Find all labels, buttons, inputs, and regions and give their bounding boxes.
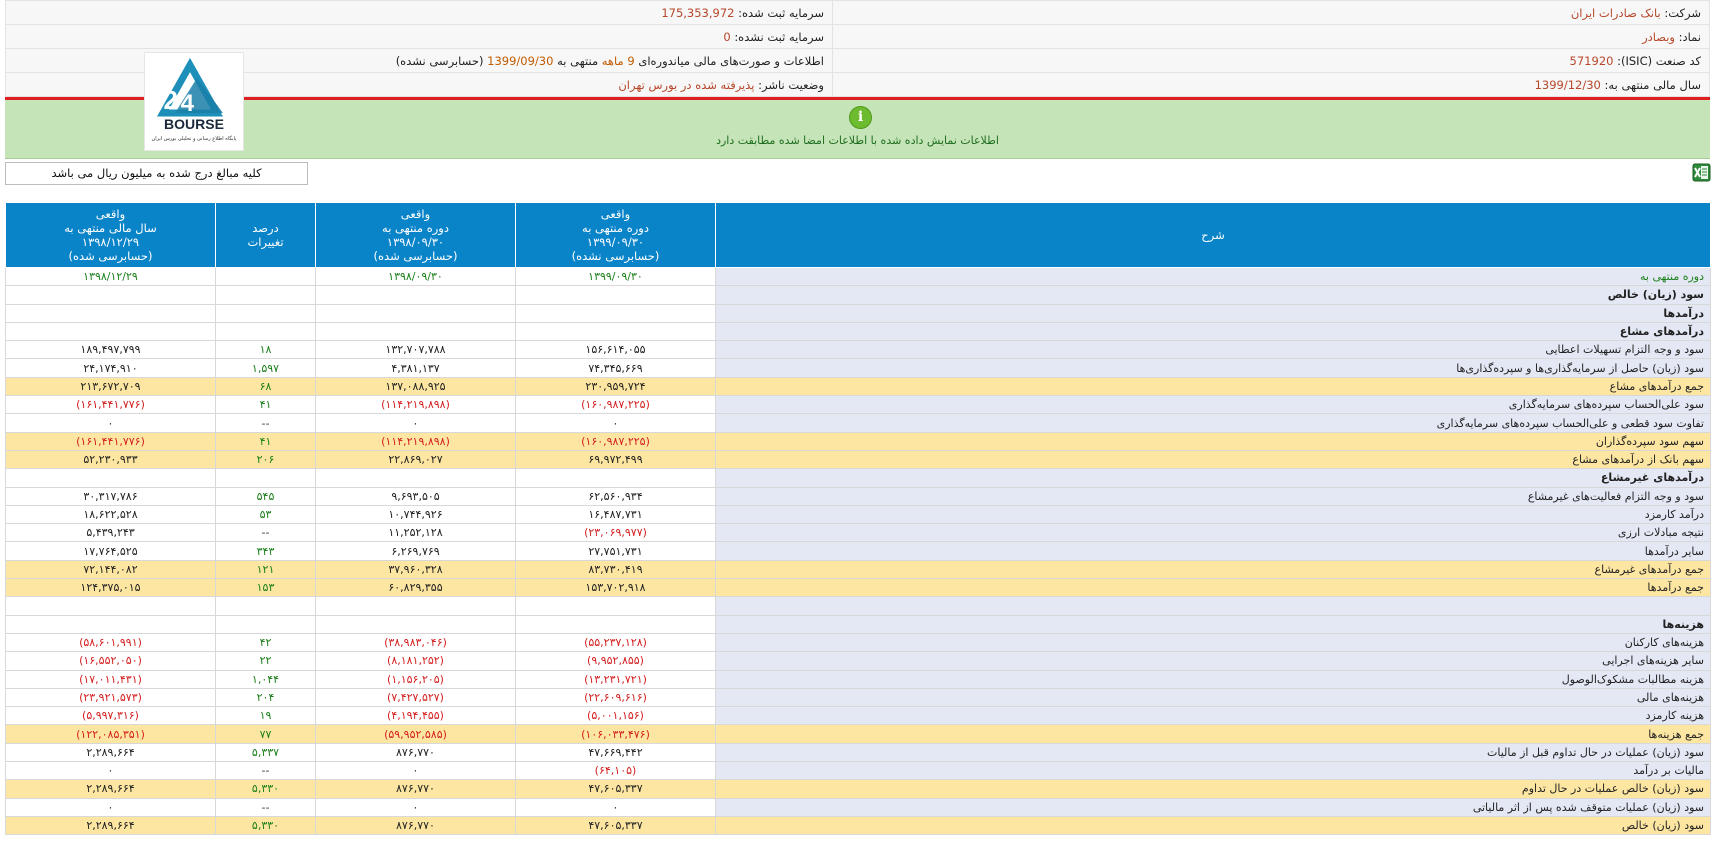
cell-c1: ۴۷,۶۶۹,۴۴۲ — [516, 743, 716, 761]
isic-value: 571920 — [1569, 53, 1614, 68]
cell-c1 — [516, 469, 716, 487]
svg-text:4: 4 — [180, 90, 194, 117]
row-description: هزینه‌ها — [716, 615, 1711, 633]
cell-c1: ۴۷,۶۰۵,۳۳۷ — [516, 780, 716, 798]
cell-c3: ۴۲ — [216, 633, 316, 651]
cell-c2 — [316, 304, 516, 322]
table-row — [6, 524, 1711, 542]
cell-c4: (۲۳,۹۲۱,۵۷۳) — [6, 688, 216, 706]
row-description: نتیجه مبادلات ارزی — [716, 524, 1711, 542]
table-row — [6, 597, 1711, 615]
cell-c2: ۱۱,۲۵۲,۱۲۸ — [316, 524, 516, 542]
cell-c4: (۱۶۱,۴۴۱,۷۷۶) — [6, 432, 216, 450]
cell-c2: (۱,۱۵۶,۲۰۵) — [316, 670, 516, 688]
cell-c4: (۱۲۲,۰۸۵,۳۵۱) — [6, 725, 216, 743]
report-date: 1399/09/30 — [487, 53, 554, 68]
cell-c1: ۲۳۰,۹۵۹,۷۲۴ — [516, 377, 716, 395]
table-row — [6, 579, 1711, 597]
row-description: دوره منتهی به — [716, 268, 1711, 286]
cell-c2: ۶,۲۶۹,۷۶۹ — [316, 542, 516, 560]
table-row — [6, 725, 1711, 743]
report-mid: منتهی به — [557, 53, 599, 68]
table-row — [6, 633, 1711, 651]
publisher-label: وضعیت ناشر: — [758, 77, 824, 92]
cell-c3: ۲۰۶ — [216, 450, 316, 468]
c1-h1: دوره منتهی به — [582, 221, 649, 235]
cell-c2 — [316, 615, 516, 633]
table-row — [6, 322, 1711, 340]
col-header-c3[interactable] — [216, 203, 316, 268]
cell-c4: (۵,۹۹۷,۳۱۶) — [6, 707, 216, 725]
table-row — [6, 396, 1711, 414]
cell-c3: ۱۵۳ — [216, 579, 316, 597]
info-row-symbol — [6, 25, 1710, 49]
cell-c3: ۵,۳۳۷ — [216, 743, 316, 761]
cell-c2: ۱۰,۷۴۴,۹۲۶ — [316, 505, 516, 523]
c2-h0: واقعی — [400, 207, 431, 221]
cell-c2: ۸۷۶,۷۷۰ — [316, 743, 516, 761]
cell-c3: ۶۸ — [216, 377, 316, 395]
cell-c2: (۳۸,۹۸۳,۰۴۶) — [316, 633, 516, 651]
table-row — [6, 652, 1711, 670]
c1-h0: واقعی — [600, 207, 631, 221]
symbol-value[interactable]: وبصادر — [1642, 29, 1675, 44]
cell-c3: ۱۸ — [216, 341, 316, 359]
row-description: مالیات بر درآمد — [716, 762, 1711, 780]
row-description: سود و وجه التزام تسهیلات اعطایی — [716, 341, 1711, 359]
isic-label: کد صنعت (ISIC): — [1617, 53, 1701, 68]
cell-c2: ۱۳۲,۷۰۷,۷۸۸ — [316, 341, 516, 359]
cell-c3: -- — [216, 762, 316, 780]
symbol-label: نماد: — [1678, 29, 1701, 44]
table-row — [6, 450, 1711, 468]
c1-h3: (حسابرسی نشده) — [571, 249, 660, 263]
row-description: هزینه‌های کارکنان — [716, 633, 1711, 651]
cell-c2: ۰ — [316, 414, 516, 432]
cell-c1: ۶۲,۵۶۰,۹۳۴ — [516, 487, 716, 505]
cell-c1: (۱۰۶,۰۳۳,۴۷۶) — [516, 725, 716, 743]
cell-c1 — [516, 286, 716, 304]
table-row — [6, 542, 1711, 560]
cell-c1: (۱۶۰,۹۸۷,۲۲۵) — [516, 432, 716, 450]
table-row — [6, 816, 1711, 834]
table-row — [6, 268, 1711, 286]
capital-value: 175,353,972 — [661, 5, 735, 20]
table-row — [6, 487, 1711, 505]
cell-c2: (۸,۱۸۱,۲۵۲) — [316, 652, 516, 670]
capital-cell — [6, 1, 833, 25]
c4-h0: واقعی — [95, 207, 126, 221]
company-label: شرکت: — [1664, 5, 1701, 20]
cell-c1: (۹,۹۵۲,۸۵۵) — [516, 652, 716, 670]
cell-c4: ۱۸,۶۲۲,۵۲۸ — [6, 505, 216, 523]
col-header-c2[interactable] — [316, 203, 516, 268]
table-row — [6, 304, 1711, 322]
cell-c4: (۱۶۱,۴۴۱,۷۷۶) — [6, 396, 216, 414]
cell-c4: ۱۷,۷۶۴,۵۲۵ — [6, 542, 216, 560]
cell-c4: ۵۲,۲۳۰,۹۳۳ — [6, 450, 216, 468]
cell-c1: (۵,۰۰۱,۱۵۶) — [516, 707, 716, 725]
row-description: درآمد کارمزد — [716, 505, 1711, 523]
cell-c4: ۱۲۴,۳۷۵,۰۱۵ — [6, 579, 216, 597]
cell-c3 — [216, 469, 316, 487]
cell-c3: ۵۴۵ — [216, 487, 316, 505]
report-prefix: اطلاعات و صورت‌های مالی میاندوره‌ای — [638, 53, 824, 68]
info-row-isic — [6, 49, 1710, 73]
cell-c2: ۹,۶۹۳,۵۰۵ — [316, 487, 516, 505]
cell-c1: (۲۳,۰۶۹,۹۷۷) — [516, 524, 716, 542]
company-cell — [833, 1, 1710, 25]
cell-c2: ۱۳۹۸/۰۹/۳۰ — [316, 268, 516, 286]
publisher-value: پذیرفته شده در بورس تهران — [618, 77, 755, 92]
cell-c4: ۳۰,۳۱۷,۷۸۶ — [6, 487, 216, 505]
cell-c3: ۲۰۴ — [216, 688, 316, 706]
svg-text:2: 2 — [163, 85, 178, 115]
table-row — [6, 743, 1711, 761]
cell-c3: ۴۱ — [216, 396, 316, 414]
cell-c4: (۱۶,۵۵۲,۰۵۰) — [6, 652, 216, 670]
cell-c1 — [516, 615, 716, 633]
cell-c1: (۵۵,۲۳۷,۱۲۸) — [516, 633, 716, 651]
cell-c2: ۱۳۷,۰۸۸,۹۲۵ — [316, 377, 516, 395]
col-header-c4[interactable] — [6, 203, 216, 268]
c3-h0: درصد — [252, 221, 279, 235]
row-description: هزینه‌های مالی — [716, 688, 1711, 706]
table-row — [6, 377, 1711, 395]
logo-tagline: پایگاه اطلاع رسانی و تحلیلی بورس ایران — [151, 136, 237, 142]
cell-c2 — [316, 322, 516, 340]
cell-c4: ۲۴,۱۷۴,۹۱۰ — [6, 359, 216, 377]
table-row — [6, 762, 1711, 780]
table-row — [6, 670, 1711, 688]
cell-c4: ۲,۲۸۹,۶۶۴ — [6, 816, 216, 834]
cell-c3: ۵,۳۳۰ — [216, 816, 316, 834]
cell-c1: ۷۴,۳۴۵,۶۶۹ — [516, 359, 716, 377]
cell-c1: ۰ — [516, 798, 716, 816]
cell-c4 — [6, 304, 216, 322]
cell-c4: (۱۷,۰۱۱,۴۳۱) — [6, 670, 216, 688]
row-description: سود (زیان) خالص — [716, 286, 1711, 304]
row-description: درآمدهای غیرمشاع — [716, 469, 1711, 487]
cell-c3: ۵۳ — [216, 505, 316, 523]
info-row-company — [6, 1, 1710, 25]
fiscal-cell — [833, 73, 1710, 97]
logo-mark — [145, 53, 243, 150]
row-description: سود علی‌الحساب سپرده‌های سرمایه‌گذاری — [716, 396, 1711, 414]
table-row — [6, 780, 1711, 798]
row-description: هزینه مطالبات مشکوک‌الوصول — [716, 670, 1711, 688]
table-row — [6, 286, 1711, 304]
table-row — [6, 505, 1711, 523]
cell-c2: (۴,۱۹۴,۴۵۵) — [316, 707, 516, 725]
unreg-capital-value: 0 — [723, 29, 731, 44]
info-row-fiscal — [6, 73, 1710, 97]
isic-cell — [833, 49, 1710, 73]
cell-c3: ۲۲ — [216, 652, 316, 670]
cell-c3: ۱۹ — [216, 707, 316, 725]
logo-name: BOURSE — [164, 116, 224, 132]
cell-c3: -- — [216, 524, 316, 542]
cell-c3 — [216, 615, 316, 633]
c2-h1: دوره منتهی به — [382, 221, 449, 235]
cell-c1: ۴۷,۶۰۵,۳۳۷ — [516, 816, 716, 834]
col-header-desc[interactable]: شرح — [716, 203, 1711, 268]
col-header-c1[interactable] — [516, 203, 716, 268]
cell-c1: ۱۳۹۹/۰۹/۳۰ — [516, 268, 716, 286]
amount-note: کلیه مبالغ درج شده به میلیون ریال می باشد — [5, 162, 308, 185]
table-row — [6, 615, 1711, 633]
table-row — [6, 359, 1711, 377]
cell-c3 — [216, 286, 316, 304]
row-description: جمع هزینه‌ها — [716, 725, 1711, 743]
cell-c3: ۷۷ — [216, 725, 316, 743]
cell-c2 — [316, 469, 516, 487]
report-period: 9 ماهه — [601, 53, 635, 68]
row-description: جمع درآمدها — [716, 579, 1711, 597]
cell-c2: (۱۱۴,۲۱۹,۸۹۸) — [316, 432, 516, 450]
row-description: سود (زیان) حاصل از سرمایه‌گذاری‌ها و سپرده‌گذاری‌ها — [716, 359, 1711, 377]
cell-c1: (۱۳,۲۳۱,۷۲۱) — [516, 670, 716, 688]
cell-c1: ۱۵۳,۷۰۲,۹۱۸ — [516, 579, 716, 597]
cell-c1: ۸۳,۷۳۰,۴۱۹ — [516, 560, 716, 578]
row-description: تفاوت سود قطعی و علی‌الحساب سپرده‌های سرمایه‌گذاری — [716, 414, 1711, 432]
financial-statement-table — [5, 202, 1711, 835]
cell-c3: ۳۴۳ — [216, 542, 316, 560]
cell-c2: ۰ — [316, 762, 516, 780]
row-description: سود و وجه التزام فعالیت‌های غیرمشاع — [716, 487, 1711, 505]
table-header-row — [6, 203, 1711, 268]
c2-h2: ۱۳۹۸/۰۹/۳۰ — [386, 235, 445, 249]
cell-c3: ۱,۵۹۷ — [216, 359, 316, 377]
row-description: سود (زیان) خالص — [716, 816, 1711, 834]
report-cell — [6, 49, 833, 73]
cell-c4 — [6, 597, 216, 615]
cell-c2: ۲۲,۸۶۹,۰۲۷ — [316, 450, 516, 468]
row-description: سود (زیان) خالص عملیات در حال تداوم — [716, 780, 1711, 798]
table-row — [6, 341, 1711, 359]
cell-c4: ۲,۲۸۹,۶۶۴ — [6, 743, 216, 761]
table-row — [6, 798, 1711, 816]
excel-icon[interactable] — [1692, 163, 1711, 182]
cell-c1: ۱۶,۴۸۷,۷۳۱ — [516, 505, 716, 523]
cell-c1: (۲۲,۶۰۹,۶۱۶) — [516, 688, 716, 706]
row-description: سهم سود سپرده‌گذاران — [716, 432, 1711, 450]
cell-c4: ۰ — [6, 798, 216, 816]
cell-c1: (۶۴,۱۰۵) — [516, 762, 716, 780]
cell-c4: ۱۸۹,۴۹۷,۷۹۹ — [6, 341, 216, 359]
cell-c2: ۳۷,۹۶۰,۳۲۸ — [316, 560, 516, 578]
cell-c4: ۵,۴۳۹,۲۴۳ — [6, 524, 216, 542]
c4-h2: ۱۳۹۸/۱۲/۲۹ — [81, 235, 140, 249]
table-row — [6, 688, 1711, 706]
cell-c3 — [216, 597, 316, 615]
unreg-capital-cell — [6, 25, 833, 49]
c2-h3: (حسابرسی شده) — [373, 249, 458, 263]
cell-c3: ۵,۳۳۰ — [216, 780, 316, 798]
notice-text: اطلاعات نمایش داده شده با اطلاعات امضا شده مطابقت دارد — [716, 134, 999, 147]
bourse-logo[interactable] — [144, 52, 244, 151]
cell-c2: ۰ — [316, 798, 516, 816]
row-description: درآمدها — [716, 304, 1711, 322]
row-description: جمع درآمدهای مشاع — [716, 377, 1711, 395]
cell-c4: ۷۲,۱۴۴,۰۸۲ — [6, 560, 216, 578]
cell-c4: ۰ — [6, 414, 216, 432]
cell-c2 — [316, 597, 516, 615]
cell-c1: ۰ — [516, 414, 716, 432]
cell-c1: ۶۹,۹۷۲,۴۹۹ — [516, 450, 716, 468]
cell-c3 — [216, 268, 316, 286]
table-row — [6, 560, 1711, 578]
cell-c3: ۱,۰۴۴ — [216, 670, 316, 688]
info-icon: i — [849, 106, 872, 129]
cell-c1: ۲۷,۷۵۱,۷۳۱ — [516, 542, 716, 560]
c1-h2: ۱۳۹۹/۰۹/۳۰ — [586, 235, 645, 249]
symbol-cell — [833, 25, 1710, 49]
table-row — [6, 707, 1711, 725]
cell-c3 — [216, 304, 316, 322]
cell-c3: ۱۲۱ — [216, 560, 316, 578]
company-info-table — [5, 0, 1710, 97]
fiscal-value: 1399/12/30 — [1534, 77, 1601, 92]
cell-c1 — [516, 322, 716, 340]
row-description: سود (زیان) عملیات در حال تداوم قبل از مالیات — [716, 743, 1711, 761]
cell-c3: ۴۱ — [216, 432, 316, 450]
report-suffix: (حسابرسی نشده) — [395, 53, 484, 68]
row-description: سهم بانک از درآمدهای مشاع — [716, 450, 1711, 468]
row-description: سایر درآمدها — [716, 542, 1711, 560]
cell-c3: -- — [216, 798, 316, 816]
cell-c1: ۱۵۶,۶۱۴,۰۵۵ — [516, 341, 716, 359]
cell-c1: (۱۶۰,۹۸۷,۲۲۵) — [516, 396, 716, 414]
cell-c2: (۱۱۴,۲۱۹,۸۹۸) — [316, 396, 516, 414]
cell-c3: -- — [216, 414, 316, 432]
row-description: جمع درآمدهای غیرمشاع — [716, 560, 1711, 578]
row-description: سایر هزینه‌های اجرایی — [716, 652, 1711, 670]
cell-c3 — [216, 322, 316, 340]
cell-c2 — [316, 286, 516, 304]
row-description — [716, 597, 1711, 615]
table-row — [6, 432, 1711, 450]
cell-c1 — [516, 304, 716, 322]
company-name[interactable]: بانک صادرات ایران — [1570, 5, 1661, 20]
cell-c4 — [6, 469, 216, 487]
cell-c4: ۱۳۹۸/۱۲/۲۹ — [6, 268, 216, 286]
row-description: سود (زیان) عملیات متوقف شده پس از اثر مالیاتی — [716, 798, 1711, 816]
table-row — [6, 469, 1711, 487]
cell-c2: ۴,۳۸۱,۱۳۷ — [316, 359, 516, 377]
cell-c4 — [6, 322, 216, 340]
cell-c2: (۷,۴۲۷,۵۲۷) — [316, 688, 516, 706]
fiscal-label: سال مالی منتهی به: — [1604, 77, 1701, 92]
table-body — [6, 268, 1711, 835]
cell-c4: ۲,۲۸۹,۶۶۴ — [6, 780, 216, 798]
cell-c4: ۰ — [6, 762, 216, 780]
row-description: هزینه کارمزد — [716, 707, 1711, 725]
cell-c1 — [516, 597, 716, 615]
cell-c4: (۵۸,۶۰۱,۹۹۱) — [6, 633, 216, 651]
c4-h1: سال مالی منتهی به — [64, 221, 157, 235]
cell-c2: ۸۷۶,۷۷۰ — [316, 816, 516, 834]
capital-label: سرمایه ثبت شده: — [738, 5, 824, 20]
c3-h1: تغییرات — [247, 235, 284, 249]
cell-c4 — [6, 286, 216, 304]
table-row — [6, 414, 1711, 432]
publisher-cell — [6, 73, 833, 97]
cell-c2: (۵۹,۹۵۲,۵۸۵) — [316, 725, 516, 743]
unreg-capital-label: سرمایه ثبت نشده: — [734, 29, 824, 44]
cell-c4: ۲۱۳,۶۷۲,۷۰۹ — [6, 377, 216, 395]
row-description: درآمدهای مشاع — [716, 322, 1711, 340]
cell-c2: ۸۷۶,۷۷۰ — [316, 780, 516, 798]
c4-h3: (حسابرسی شده) — [68, 249, 153, 263]
cell-c2: ۶۰,۸۲۹,۳۵۵ — [316, 579, 516, 597]
cell-c4 — [6, 615, 216, 633]
